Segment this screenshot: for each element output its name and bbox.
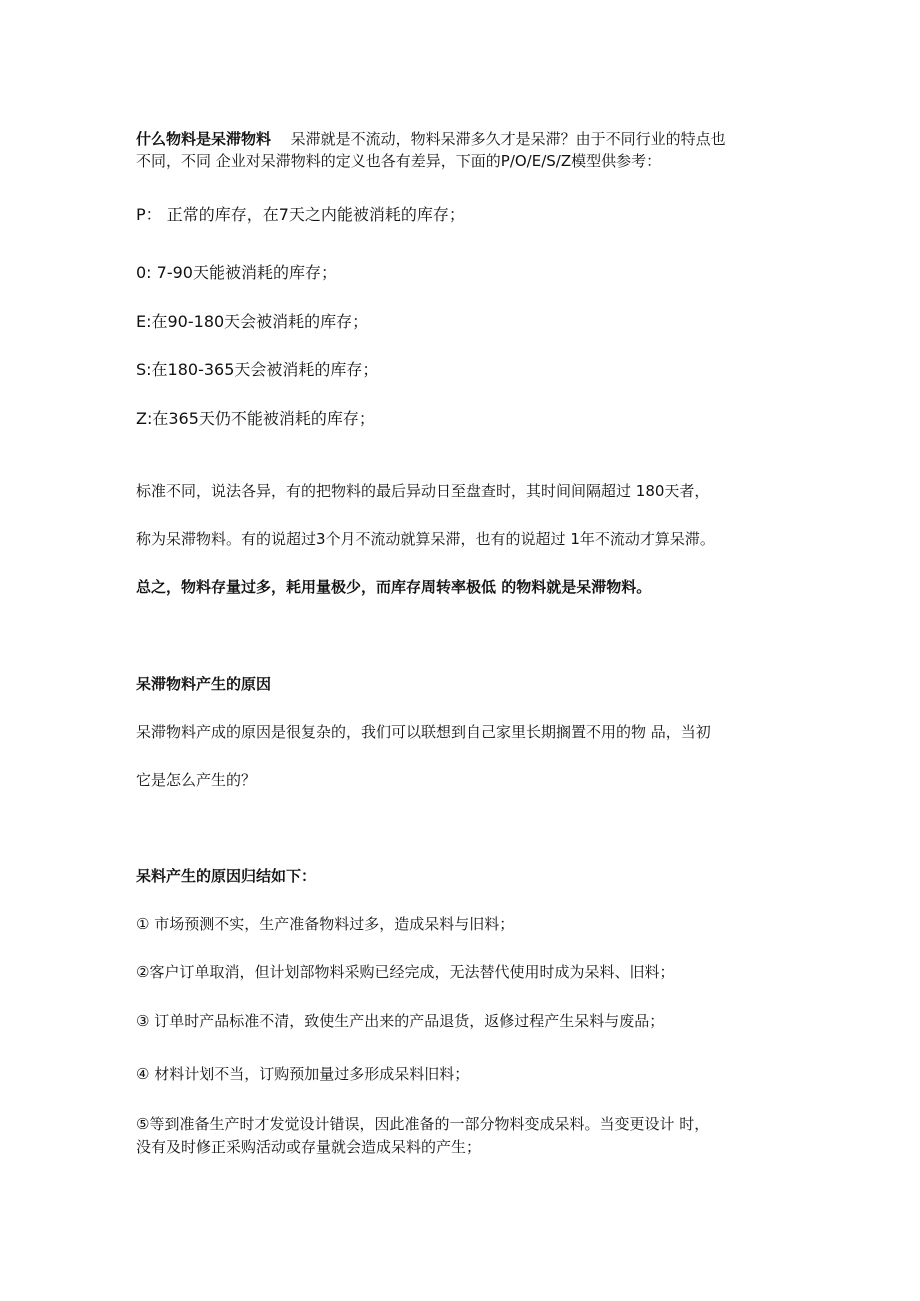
causes-para-line-2: 它是怎么产生的？	[136, 771, 257, 789]
cause-item-2: ②客户订单取消，但计划部物料采购已经完成，无法替代使用时成为呆料、旧料；	[136, 963, 675, 981]
causes-para-line-1: 呆滞物料产成的原因是很复杂的，我们可以联想到自己家里长期搁置不用的物 品，当初	[136, 723, 711, 741]
intro-title: 什么物料是呆滞物料	[136, 130, 272, 148]
cause-item-5-line-2: 没有及时修正采购活动或存量就会造成呆料的产生；	[136, 1138, 482, 1156]
model-p: P： 正常的库存，在7天之内能被消耗的库存；	[136, 205, 465, 224]
intro-line-1	[136, 129, 796, 149]
standards-summary: 总之，物料存量过多，耗用量极少，而库存周转率极低 的物料就是呆滞物料。	[136, 578, 652, 596]
causes-heading: 呆滞物料产生的原因	[136, 675, 272, 693]
standards-line-2: 称为呆滞物料。有的说超过3个月不流动就算呆滞，也有的说超过 1年不流动才算呆滞。	[136, 530, 715, 548]
model-e: E:在90-180天会被消耗的库存；	[136, 312, 369, 331]
model-o: 0: 7-90天能被消耗的库存；	[136, 263, 337, 282]
model-s: S:在180-365天会被消耗的库存；	[136, 360, 379, 379]
standards-line-1: 标准不同，说法各异，有的把物料的最后异动日至盘查时，其时间间隔超过 180天者，	[136, 482, 710, 500]
intro-text-1: 呆滞就是不流动，物料呆滞多久才是呆滞？由于不同行业的特点也	[290, 130, 726, 148]
cause-item-4: ④ 材料计划不当，订购预加量过多形成呆料旧料；	[136, 1065, 470, 1083]
cause-item-1: ① 市场预测不实，生产准备物料过多，造成呆料与旧料；	[136, 915, 515, 933]
cause-item-3: ③ 订单时产品标准不清，致使生产出来的产品退货，返修过程产生呆料与废品；	[136, 1012, 665, 1030]
intro-line-2: 不同，不同 企业对呆滞物料的定义也各有差异，下面的P/O/E/S/Z模型供参考：	[136, 152, 662, 170]
summary-heading: 呆料产生的原因归结如下：	[136, 867, 317, 885]
model-z: Z:在365天仍不能被消耗的库存；	[136, 409, 375, 428]
cause-item-5-line-1: ⑤等到准备生产时才发觉设计错误，因此准备的一部分物料变成呆料。当变更设计 时，	[136, 1115, 710, 1133]
